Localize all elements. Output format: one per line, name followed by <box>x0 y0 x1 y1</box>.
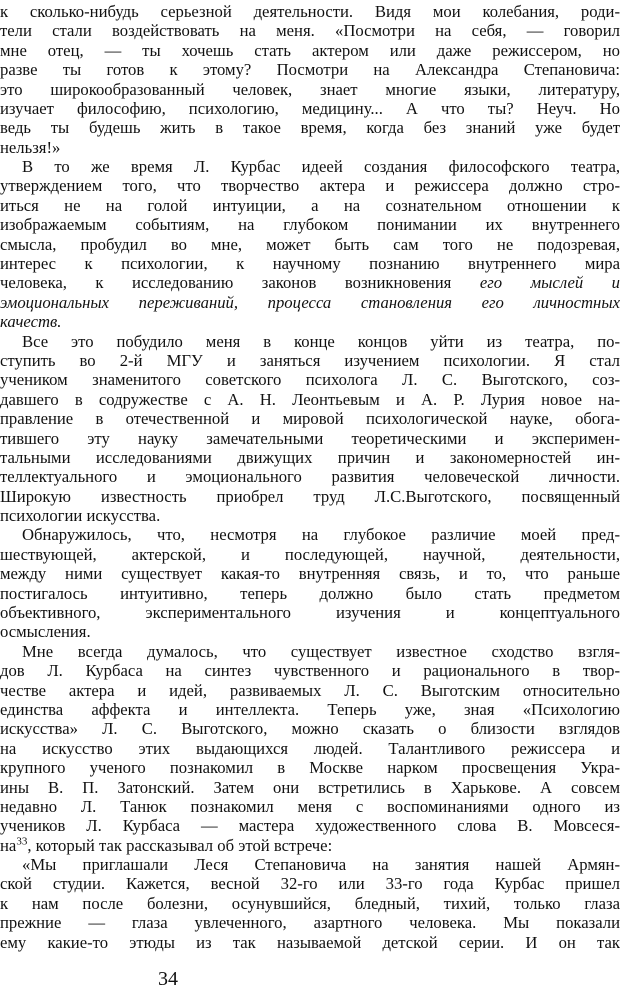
text-line: на искусство этих выдающихся людей. Талантливого режиссера и <box>0 738 620 758</box>
text-line: психологии искусства. <box>0 506 161 526</box>
text-line: ской студии. Кажется, весной 32-го или 33-го года Курбас пришел <box>0 874 620 894</box>
text-line: смысла, пробудил во мне, может быть сам того не подозревая, <box>0 234 620 254</box>
text-line: утверждением того, что творчество актера и режиссера должно стро- <box>0 176 620 196</box>
text-line: крупного ученого познакомил в Москве нарком просвещения Укра- <box>0 758 620 778</box>
text-line: искусства» Л. С. Выготского, можно сказать о близости взглядов <box>0 719 620 739</box>
text-line: Обнаружилось, что, несмотря на глубокое различие моей пред- <box>22 525 620 545</box>
text-line: прежние — глаза увлеченного, азартного человека. Мы показали <box>0 913 620 933</box>
text-line: давшего в содружестве с А. Н. Леонтьевым и А. Р. Лурия новое на- <box>0 389 620 409</box>
text-line: правление в отечественной и мировой психологической науке, обога- <box>0 409 620 429</box>
text-line: объективного, экспериментального изучения и концептуального <box>0 603 620 623</box>
text-line: мне отец, — ты хочешь стать актером или даже режиссером, но <box>0 40 620 60</box>
text-line: к сколько-нибудь серьезной деятельности. Видя мои колебания, роди- <box>0 2 620 21</box>
text-line: осмысления. <box>0 622 91 642</box>
text-line: постигалось интуитивно, теперь должно было стать предметом <box>0 583 620 603</box>
text-line: Все это побудило меня в конце концов уйти из театра, по- <box>22 331 620 351</box>
text-line: изображаемым событиям, на глубоком понимании их внутреннего <box>0 215 620 235</box>
text-line: интерес к психологии, к научному познанию внутреннего мира <box>0 254 620 274</box>
text-line: это широкообразованный человек, знает многие языки, литературу, <box>0 79 620 99</box>
text-line: недавно Л. Танюк познакомил меня с воспоминаниями одного из <box>0 796 620 816</box>
text-line: между ними существует какая-то внутренняя связь, и то, что раньше <box>0 564 620 584</box>
text-line-start: человека, к исследованию законов возникновения <box>0 273 480 293</box>
text-line: ины В. П. Затонский. Затем они встретились в Харькове. А совсем <box>0 777 620 797</box>
text-line: теллектуального и эмоционального развития человеческой личности. <box>0 467 620 487</box>
text-line: учеников Л. Курбаса — мастера художественного слова В. Мовсеся- <box>0 816 620 836</box>
text-line: Широкую известность приобрел труд Л.С.Выготского, посвященный <box>0 486 620 506</box>
text-line: тели стали воздействовать на меня. «Посмотри на себя, — говорил <box>0 21 620 41</box>
text-line: разве ты готов к этому? Посмотри на Александра Степановича: <box>0 60 620 80</box>
text-line: изучает философию, психологию, медицину... А что ты? Неуч. Но <box>0 98 620 118</box>
italic-phrase: его мыслей и <box>479 273 620 293</box>
text-line: шествующей, актерской, и последующей, научной, деятельности, <box>0 544 620 564</box>
text-line: честве актера и идей, развиваемых Л. С. Выготским относительно <box>0 680 620 700</box>
text-line: Мне всегда думалось, что существует известное сходство взгля- <box>22 641 620 661</box>
text-line: дов Л. Курбаса на синтез чувственного и рационального в твор- <box>0 661 620 681</box>
text-line-start: на <box>0 835 17 855</box>
text-line: ведь ты будешь жить в такое время, когда без знаний уже будет <box>0 118 620 138</box>
text-line: иться не на голой интуиции, а на сознательном отношении к <box>0 195 620 215</box>
text-line <box>0 273 620 292</box>
text-line: единства аффекта и интеллекта. Теперь уже, зная «Психологию <box>0 699 620 719</box>
text-line: «Мы приглашали Леся Степановича на занятия нашей Армян- <box>22 855 620 875</box>
text-line: к нам после болезни, осунувшийся, бледный, тихий, только глаза <box>0 893 620 913</box>
text-line: эмоциональных переживаний, процесса становления его личностных <box>0 292 620 312</box>
text-line: тившего эту науку замечательными теоретическими и эксперимен- <box>0 428 620 448</box>
text-line: нельзя!» <box>0 137 61 157</box>
text-line-end: , который так рассказывал об этой встрече: <box>27 835 333 855</box>
text-line: В то же время Л. Курбас идеей создания философского театра, <box>22 157 620 177</box>
text-line: ступить во 2-й МГУ и заняться изучением психологии. Я стал <box>0 350 620 370</box>
text-line: ему какие-то этюды из так называемой детской серии. И он так <box>0 932 620 952</box>
text-line: качеств. <box>0 312 62 332</box>
text-line <box>0 836 620 855</box>
page-number: 34 <box>158 968 178 990</box>
text-line: тальными исследованиями движущих причин и закономерностей ин- <box>0 447 620 467</box>
footnote-ref: 33 <box>16 835 28 848</box>
text-line: учеником знаменитого советского психолога Л. С. Выготского, соз- <box>0 370 620 390</box>
